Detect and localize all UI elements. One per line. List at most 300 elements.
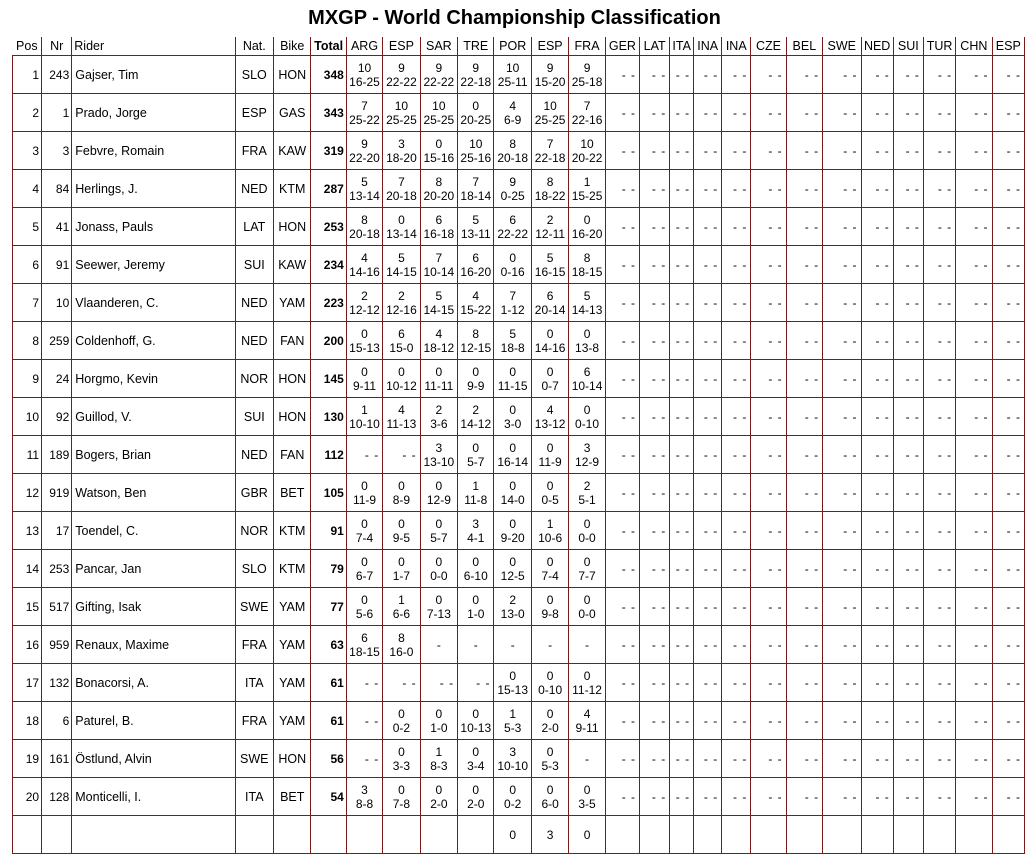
- rider-name[interactable]: Gifting, Isak: [72, 588, 235, 626]
- rider-name[interactable]: Gajser, Tim: [72, 56, 235, 94]
- round-result-empty: - -: [694, 322, 722, 360]
- table-row[interactable]: [13, 322, 1025, 360]
- col-header-round[interactable]: ITA: [670, 37, 694, 56]
- round-points: 9: [472, 60, 480, 75]
- round-points: 6: [361, 630, 368, 645]
- round-result-empty: - -: [823, 56, 861, 94]
- round-points: 0: [546, 364, 554, 379]
- rider-name[interactable]: Coldenhoff, G.: [72, 322, 235, 360]
- round-points: 0: [472, 706, 480, 721]
- table-row[interactable]: [13, 284, 1025, 322]
- round-result-empty: - -: [751, 360, 786, 398]
- round-result-empty: - -: [640, 94, 670, 132]
- moto-results: 9-9: [467, 378, 485, 393]
- rider-name[interactable]: Renaux, Maxime: [72, 626, 235, 664]
- round-points: 3: [583, 440, 591, 455]
- round-result-empty: - -: [605, 550, 639, 588]
- table-row[interactable]: [13, 664, 1025, 702]
- round-result-empty: - -: [956, 664, 992, 702]
- rider-number: 919: [42, 474, 72, 512]
- round-result: [494, 436, 531, 474]
- rider-bike: HON: [274, 208, 311, 246]
- round-result-empty: - -: [992, 284, 1024, 322]
- moto-results: 5-7: [430, 530, 448, 545]
- col-header-round[interactable]: NED: [861, 37, 893, 56]
- rider-nationality: SWE: [235, 740, 273, 778]
- round-result-empty: - -: [893, 664, 923, 702]
- moto-results: 20-22: [571, 150, 603, 165]
- rider-name[interactable]: Pancar, Jan: [72, 550, 235, 588]
- moto-results: 10-10: [497, 758, 529, 773]
- page-title: MXGP - World Championship Classification: [308, 7, 721, 29]
- round-points: 1: [583, 174, 591, 189]
- table-row[interactable]: [13, 626, 1025, 664]
- moto-results: 13-0: [500, 606, 525, 621]
- round-result-empty: - -: [992, 246, 1024, 284]
- round-result: [346, 246, 382, 284]
- col-header-nat[interactable]: Nat.: [235, 37, 273, 56]
- moto-results: 11-12: [572, 682, 602, 697]
- moto-results: 15-25: [571, 188, 603, 203]
- table-row[interactable]: [13, 436, 1025, 474]
- moto-results: 18-8: [500, 340, 525, 355]
- round-result-empty: - -: [956, 132, 992, 170]
- rider-pos: 8: [13, 322, 42, 360]
- round-result-empty: - -: [861, 588, 893, 626]
- col-header-bike[interactable]: Bike: [274, 37, 311, 56]
- round-result: [458, 512, 494, 550]
- round-result-empty: - -: [893, 588, 923, 626]
- round-result-empty: - -: [893, 94, 923, 132]
- moto-results: 15-20: [534, 74, 566, 89]
- round-result-empty: - -: [640, 588, 670, 626]
- round-result: [346, 778, 382, 816]
- round-result-empty: - -: [605, 398, 639, 436]
- round-result-empty: - -: [346, 702, 382, 740]
- round-result-empty: - -: [861, 284, 893, 322]
- round-result-empty: - -: [861, 94, 893, 132]
- col-header-round[interactable]: SWE: [823, 37, 861, 56]
- round-points: 5: [546, 250, 554, 265]
- round-result-empty: - -: [670, 626, 694, 664]
- round-result: [420, 512, 457, 550]
- round-result-empty: - -: [640, 208, 670, 246]
- round-result: [569, 664, 605, 702]
- round-result: [458, 208, 494, 246]
- round-points: 8: [398, 630, 405, 645]
- moto-results: 14-16: [534, 340, 566, 355]
- round-points: 4: [361, 250, 368, 265]
- round-result-empty: - -: [694, 284, 722, 322]
- moto-results: 0-0: [578, 606, 596, 621]
- rider-name[interactable]: Seewer, Jeremy: [72, 246, 235, 284]
- round-points: 7: [583, 98, 591, 113]
- round-result-empty: - -: [786, 664, 822, 702]
- moto-results: 1-0: [467, 606, 485, 621]
- table-row[interactable]: [13, 512, 1025, 550]
- col-header-nr[interactable]: Nr: [42, 37, 72, 56]
- round-result: [383, 550, 420, 588]
- col-header-round[interactable]: ESP: [531, 37, 568, 56]
- moto-results: 9-5: [392, 530, 411, 545]
- round-result-empty: - -: [605, 132, 639, 170]
- round-result-empty: - -: [383, 436, 420, 474]
- moto-results: 11-11: [424, 378, 454, 393]
- round-result-empty: - -: [694, 94, 722, 132]
- col-header-round[interactable]: SUI: [893, 37, 923, 56]
- moto-results: 7-7: [578, 568, 596, 583]
- rider-total: 130: [311, 398, 346, 436]
- round-result: [420, 132, 457, 170]
- round-points: 0: [509, 402, 517, 417]
- rider-number: 24: [42, 360, 72, 398]
- col-header-round[interactable]: CHN: [956, 37, 992, 56]
- round-result: [458, 588, 494, 626]
- col-header-round[interactable]: CZE: [751, 37, 786, 56]
- round-result-empty: [923, 816, 955, 854]
- col-header-round[interactable]: FRA: [569, 37, 605, 56]
- round-result: [458, 246, 494, 284]
- round-points: 8: [509, 136, 517, 151]
- round-points: 0: [361, 516, 368, 531]
- rider-nationality: NED: [235, 170, 273, 208]
- table-row[interactable]: [13, 778, 1025, 816]
- rider-name[interactable]: Vlaanderen, C.: [72, 284, 235, 322]
- col-header-round[interactable]: POR: [494, 37, 531, 56]
- moto-results: 15-0: [389, 340, 414, 355]
- round-result: [458, 702, 494, 740]
- round-points: 7: [472, 174, 480, 189]
- rider-total: 77: [311, 588, 346, 626]
- rider-bike: YAM: [274, 664, 311, 702]
- moto-results: 11-9: [352, 492, 377, 507]
- round-result-empty: - -: [823, 246, 861, 284]
- round-result-empty: - -: [956, 626, 992, 664]
- moto-results: 20-14: [534, 302, 566, 317]
- round-result: [531, 474, 568, 512]
- round-result-empty: - -: [605, 436, 639, 474]
- round-result-empty: - -: [640, 170, 670, 208]
- round-result: [458, 56, 494, 94]
- round-points: 3: [509, 744, 517, 759]
- col-header-round[interactable]: ESP: [383, 37, 420, 56]
- round-result-empty: - -: [893, 740, 923, 778]
- rider-number: 243: [42, 56, 72, 94]
- rider-name[interactable]: Toendel, C.: [72, 512, 235, 550]
- round-result: [458, 398, 494, 436]
- table-row[interactable]: [13, 474, 1025, 512]
- round-result-empty: - -: [923, 664, 955, 702]
- col-header-round[interactable]: INA: [722, 37, 751, 56]
- rider-name[interactable]: Watson, Ben: [72, 474, 235, 512]
- round-points: 5: [472, 212, 480, 227]
- round-result-empty: - -: [893, 360, 923, 398]
- col-header-round[interactable]: GER: [605, 37, 639, 56]
- table-row[interactable]: [13, 398, 1025, 436]
- round-points: 6: [435, 212, 443, 227]
- moto-results: 8-8: [355, 796, 374, 811]
- table-row[interactable]: [13, 550, 1025, 588]
- round-result-empty: - -: [956, 170, 992, 208]
- round-result-empty: - -: [823, 360, 861, 398]
- round-points: 0: [546, 554, 554, 569]
- moto-results: -: [585, 751, 590, 766]
- round-result-empty: - -: [786, 512, 822, 550]
- moto-results: 9-11: [575, 720, 599, 735]
- round-result-empty: - -: [640, 702, 670, 740]
- round-points: 10: [432, 98, 446, 113]
- round-result: [494, 360, 531, 398]
- round-result-empty: - -: [786, 702, 822, 740]
- rider-nationality: ITA: [235, 778, 273, 816]
- rider-number: 161: [42, 740, 72, 778]
- round-result: [383, 132, 420, 170]
- round-result: [383, 284, 420, 322]
- rider-name[interactable]: Herlings, J.: [72, 170, 235, 208]
- col-header-round[interactable]: SAR: [420, 37, 457, 56]
- table-row[interactable]: [13, 56, 1025, 94]
- moto-results: 14-12: [460, 416, 492, 431]
- round-result-empty: - -: [992, 626, 1024, 664]
- round-result-empty: - -: [670, 512, 694, 550]
- round-result-empty: [722, 816, 751, 854]
- moto-results: 16-20: [460, 264, 492, 279]
- rider-pos: 18: [13, 702, 42, 740]
- round-result-empty: - -: [956, 436, 992, 474]
- moto-results: 9-8: [541, 606, 559, 621]
- round-result-empty: - -: [823, 550, 861, 588]
- round-points: 1: [472, 478, 480, 493]
- col-header-round[interactable]: LAT: [640, 37, 670, 56]
- round-points: 5: [583, 288, 591, 303]
- moto-results: 3-6: [430, 416, 448, 431]
- round-result-empty: - -: [346, 436, 382, 474]
- round-result-empty: - -: [751, 702, 786, 740]
- moto-results: 0-0: [430, 568, 448, 583]
- rider-nationality: SLO: [235, 550, 273, 588]
- round-result-empty: - -: [605, 664, 639, 702]
- round-result-empty: - -: [956, 778, 992, 816]
- moto-results: 1-12: [500, 302, 525, 317]
- table-row[interactable]: [13, 816, 1025, 854]
- round-result-empty: - -: [605, 56, 639, 94]
- rider-name[interactable]: Paturel, B.: [72, 702, 235, 740]
- round-points: 4: [435, 326, 443, 341]
- round-points: 0: [546, 744, 554, 759]
- round-points: 1: [546, 516, 554, 531]
- round-result: [494, 588, 531, 626]
- round-result-empty: - -: [893, 398, 923, 436]
- round-result: [569, 322, 605, 360]
- round-result: [494, 322, 531, 360]
- col-header-round[interactable]: BEL: [786, 37, 822, 56]
- moto-results: 11-8: [464, 492, 488, 507]
- rider-total: 105: [311, 474, 346, 512]
- moto-results: 7-13: [426, 606, 451, 621]
- rider-name[interactable]: Monticelli, I.: [72, 778, 235, 816]
- round-result-empty: - -: [893, 436, 923, 474]
- moto-results: 0-25: [500, 188, 525, 203]
- col-header-total[interactable]: Total: [311, 37, 346, 56]
- round-result: [383, 474, 420, 512]
- rider-bike: HON: [274, 360, 311, 398]
- round-result-empty: - -: [823, 474, 861, 512]
- round-result-empty: - -: [751, 436, 786, 474]
- round-points: 7: [398, 174, 405, 189]
- round-result-empty: - -: [823, 588, 861, 626]
- rider-nationality: SLO: [235, 56, 273, 94]
- round-result-empty: - -: [640, 398, 670, 436]
- round-result: [458, 170, 494, 208]
- round-result: [458, 436, 494, 474]
- moto-results: 7-4: [355, 530, 374, 545]
- table-row[interactable]: [13, 94, 1025, 132]
- rider-nationality: LAT: [235, 208, 273, 246]
- col-header-pos[interactable]: Pos: [13, 37, 42, 56]
- round-result: [531, 398, 568, 436]
- round-result: [383, 360, 420, 398]
- rider-pos: 3: [13, 132, 42, 170]
- round-points: 0: [546, 440, 554, 455]
- round-result-empty: - -: [786, 322, 822, 360]
- round-result: [494, 778, 531, 816]
- round-result: [569, 816, 605, 854]
- round-points: 0: [398, 554, 405, 569]
- moto-results: 7-8: [392, 796, 411, 811]
- round-result-empty: - -: [956, 360, 992, 398]
- round-result: [383, 702, 420, 740]
- round-result: [383, 398, 420, 436]
- round-result-empty: [605, 816, 639, 854]
- round-result-empty: - -: [722, 94, 751, 132]
- moto-results: -: [473, 637, 478, 652]
- col-header-round[interactable]: TRE: [458, 37, 494, 56]
- table-row[interactable]: [13, 170, 1025, 208]
- rider-nationality: NED: [235, 284, 273, 322]
- moto-results: 18-15: [571, 264, 603, 279]
- rider-total: 56: [311, 740, 346, 778]
- round-result-empty: - -: [786, 740, 822, 778]
- moto-results: 5-3: [504, 720, 522, 735]
- round-result-empty: - -: [956, 702, 992, 740]
- rider-total: 91: [311, 512, 346, 550]
- rider-name[interactable]: Prado, Jorge: [72, 94, 235, 132]
- moto-results: 25-22: [349, 112, 380, 127]
- moto-results: 18-12: [423, 340, 455, 355]
- round-result: [420, 208, 457, 246]
- round-result-empty: - -: [751, 778, 786, 816]
- round-result-empty: - -: [992, 740, 1024, 778]
- round-points: 6: [583, 364, 591, 379]
- col-header-round[interactable]: ARG: [346, 37, 382, 56]
- round-result-empty: - -: [992, 322, 1024, 360]
- rider-total: 319: [311, 132, 346, 170]
- round-points: 0: [546, 592, 554, 607]
- round-result-empty: [640, 816, 670, 854]
- round-result-empty: - -: [605, 94, 639, 132]
- rider-name[interactable]: Jonass, Pauls: [72, 208, 235, 246]
- col-header-round[interactable]: INA: [694, 37, 722, 56]
- col-header-round[interactable]: ESP: [992, 37, 1024, 56]
- round-result: [383, 512, 420, 550]
- rider-bike: FAN: [274, 436, 311, 474]
- round-result-empty: - -: [640, 778, 670, 816]
- moto-results: 10-6: [538, 530, 563, 545]
- rider-nationality: NED: [235, 436, 273, 474]
- round-result: [458, 740, 494, 778]
- rider-name[interactable]: Östlund, Alvin: [72, 740, 235, 778]
- table-row[interactable]: [13, 208, 1025, 246]
- rider-number: 1: [42, 94, 72, 132]
- rider-nationality: GBR: [235, 474, 273, 512]
- round-result-empty: - -: [893, 56, 923, 94]
- round-points: 0: [398, 744, 405, 759]
- round-result: [458, 322, 494, 360]
- round-points: 0: [546, 478, 554, 493]
- rider-nationality: FRA: [235, 626, 273, 664]
- round-points: 0: [583, 592, 591, 607]
- round-result-empty: - -: [956, 246, 992, 284]
- rider-name[interactable]: [72, 816, 235, 854]
- round-result-empty: - -: [786, 436, 822, 474]
- moto-results: 22-20: [349, 150, 380, 165]
- rider-name[interactable]: Horgmo, Kevin: [72, 360, 235, 398]
- round-result-empty: - -: [956, 550, 992, 588]
- round-result-empty: - -: [722, 360, 751, 398]
- table-row[interactable]: [13, 360, 1025, 398]
- round-result-empty: - -: [786, 550, 822, 588]
- round-points: 10: [469, 136, 483, 151]
- col-header-rider[interactable]: Rider: [72, 37, 235, 56]
- round-points: 4: [472, 288, 480, 303]
- round-result-empty: - -: [722, 170, 751, 208]
- round-points: 6: [398, 326, 405, 341]
- round-result-empty: - -: [605, 778, 639, 816]
- round-points: 0: [472, 782, 480, 797]
- table-row[interactable]: [13, 740, 1025, 778]
- rider-name[interactable]: Bonacorsi, A.: [72, 664, 235, 702]
- round-points: 0: [435, 782, 443, 797]
- round-result-empty: [670, 816, 694, 854]
- col-header-round[interactable]: TUR: [923, 37, 955, 56]
- round-result-empty: - -: [823, 322, 861, 360]
- table-row[interactable]: [13, 246, 1025, 284]
- rider-total: 112: [311, 436, 346, 474]
- rider-name[interactable]: Bogers, Brian: [72, 436, 235, 474]
- round-result-empty: - -: [722, 284, 751, 322]
- round-result: [494, 56, 531, 94]
- round-result: [569, 360, 605, 398]
- round-points: 6: [509, 212, 517, 227]
- round-result-empty: - -: [722, 246, 751, 284]
- rider-name[interactable]: Guillod, V.: [72, 398, 235, 436]
- moto-results: 22-16: [571, 112, 603, 127]
- round-result-empty: - -: [694, 512, 722, 550]
- table-row[interactable]: [13, 132, 1025, 170]
- rider-name[interactable]: Febvre, Romain: [72, 132, 235, 170]
- rider-bike: KAW: [274, 246, 311, 284]
- round-result: [458, 816, 494, 854]
- round-result-empty: - -: [893, 778, 923, 816]
- round-result-empty: - -: [923, 398, 955, 436]
- table-row[interactable]: [13, 588, 1025, 626]
- moto-results: 6-10: [463, 568, 488, 583]
- round-points: 9: [435, 60, 443, 75]
- round-result-empty: - -: [923, 778, 955, 816]
- round-result-empty: - -: [640, 474, 670, 512]
- round-result-empty: - -: [923, 626, 955, 664]
- table-row[interactable]: [13, 702, 1025, 740]
